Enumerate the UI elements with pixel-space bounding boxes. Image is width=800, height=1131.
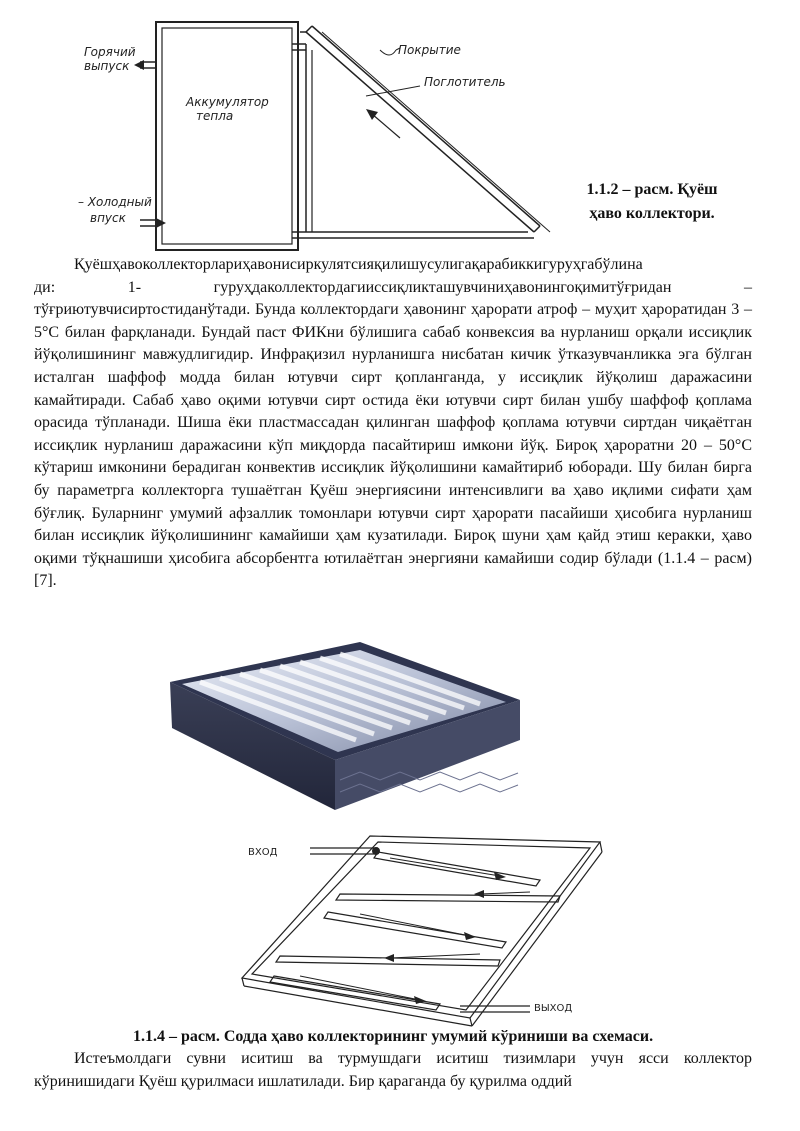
body-paragraph-2: Истеъмолдаги сувни иситиш ва турмушдаги иситиш тизимлари учун ясси коллектор кўринишидаги Қуёш қурилмаси ишлатилади. Бир қараганда бу қурилма оддий [34,1050,752,1090]
hot-outlet-label: Горячий выпуск [84,45,136,73]
solar-collector-photo [160,640,530,820]
figure-1-caption [552,178,752,226]
figure-1-caption-line2: ҳаво коллектори. [589,205,715,222]
absorber-label: Поглотитель [424,75,506,89]
paragraph-1-rest: тўғриютувчисиртостиданўтади. Бунда коллектордаги ҳавонинг ҳарорати атроф – муҳит ҳароратидан 3 – 5°С билан фарқланади. Бундай паст ФИКни бўлишига сабаб конвексия ва нурланиш орқали иссиқлик йўқолишининг мавжудлигидир. Инфрақизил нурланишга нисбатан кичик ўтказувчанликка эга бўлган исталган шаффоф модда билан ютувчи сирт қопланганда, у иссиқлик йўқолиш даражасини камайтиради. Сабаб ҳаво оқими ютувчи сирт остида ёки ютувчи сирт билан ушбу шаффоф қоплама орасида тўпланади. Шиша ёки пластмассадан қилинган шаффоф қоплама ютувчи сиртдан чиқаётган иссиқлик нурланиш даражасини кўп миқдорда пасайтириш имкони йўқ. Бироқ ҳароратни 20 – 50°С кўтариш имконини берадиган конвектив иссиқлик йўқолишини камайтириб юборади. Шу билан бирга бу параметрга коллекторга тушаётган Қуёш энергиясини интенсивлиги ва ҳаво иқлими сифати ҳам бўғлиқ. Буларнинг умумий афзаллик томонлари ютувчи сирт ҳарорати пасайиши ҳисобига нурланиш билан иссиқлик йўқолишининг камайиши ҳам кузатилади. Бироқ шуни ҳам қайд этиш керакки, ҳаво оқими тўқнашиши ҳисобига абсорбентга ютилаётган энергияни камайиши содир бўлади (1.1.4 – расм) [7]. [34,301,752,590]
body-paragraph-1 [34,254,752,593]
paragraph-1-line-1: Қуёшҳавоколлекторлариҳавонисиркулятсияқилишусулигақарабиккигуруҳгабўлина [74,256,643,273]
simple-air-collector-schematic [240,828,620,1028]
figure-2-caption: 1.1.4 – расм. Содда ҳаво коллекторининг умумий кўриниши ва схемаси. [132,1028,654,1045]
cold-inlet-label: – Холодный впуск [78,195,152,225]
solar-air-collector-diagram [60,10,560,255]
inlet-label: ВХОД [248,847,278,858]
paragraph-1-line-2: ди: 1- гуруҳдаколлектордагииссиқликташувчиниҳавонингоқимитўғридан – [34,278,752,296]
figure-1-caption-line1: 1.1.2 – расм. Қуёш [586,181,718,198]
cover-label: Покрытие [398,43,461,57]
accumulator-label: Аккумулятор тепла [186,95,269,123]
outlet-label: ВЫХОД [534,1003,573,1014]
